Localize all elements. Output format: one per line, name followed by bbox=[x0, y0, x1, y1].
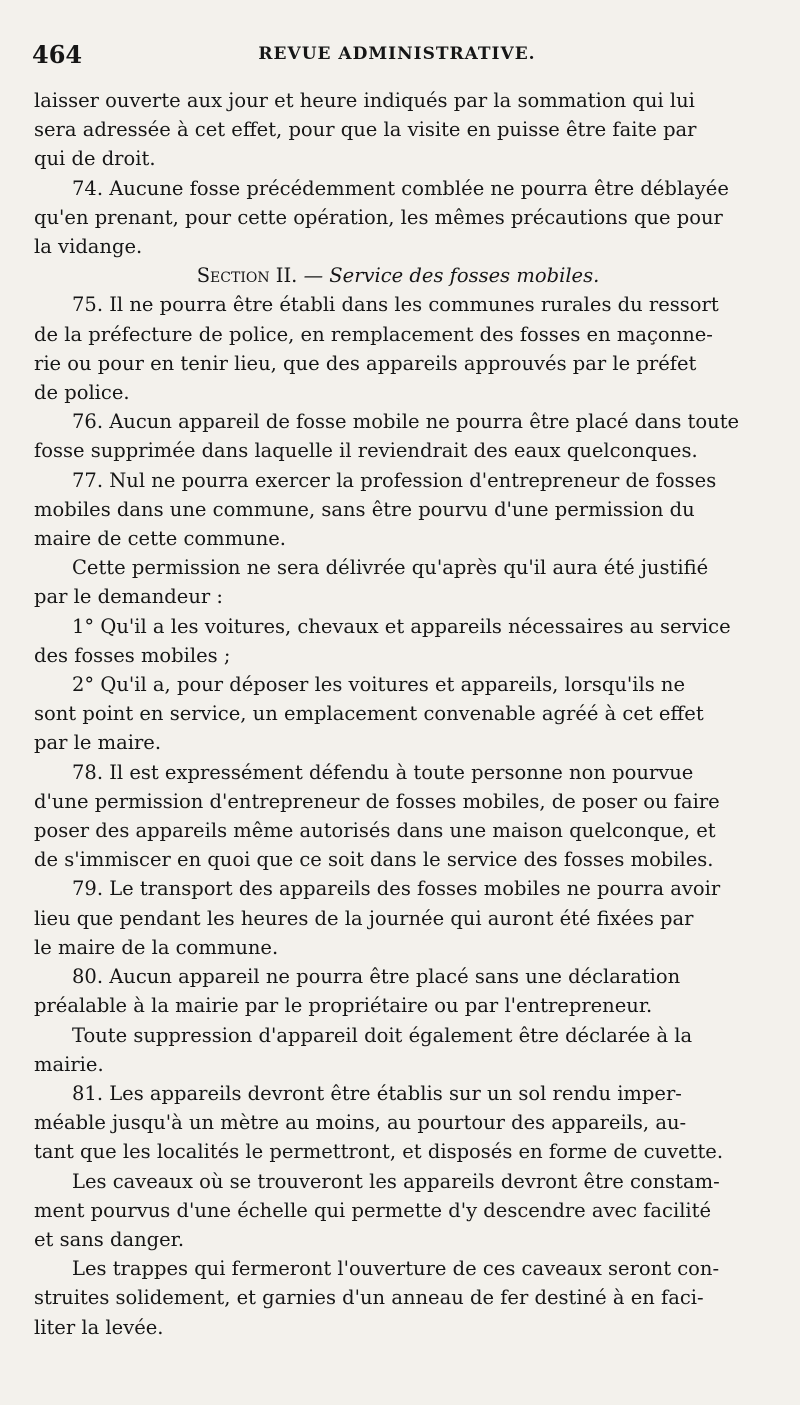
text-line: la vidange. bbox=[34, 235, 143, 259]
text-line: de la préfecture de police, en remplacement des fosses en maçonne- bbox=[34, 322, 713, 346]
page-number: 464 bbox=[32, 40, 83, 69]
section-heading bbox=[34, 261, 762, 290]
text-line: rie ou pour en tenir lieu, que des appareils approuvés par le préfet bbox=[34, 351, 697, 375]
text-line: tant que les localités le permettront, et disposés en forme de cuvette. bbox=[34, 1140, 724, 1164]
text-line: Les trappes qui fermeront l'ouverture de ces caveaux seront con- bbox=[72, 1257, 720, 1281]
text-line: de s'immiscer en quoi que ce soit dans le service des fosses mobiles. bbox=[34, 848, 714, 872]
text-line: 77. Nul ne pourra exercer la profession d'entrepreneur de fosses bbox=[72, 468, 717, 492]
text-line: 80. Aucun appareil ne pourra être placé sans une déclaration bbox=[72, 965, 681, 989]
text-line: mairie. bbox=[34, 1052, 104, 1076]
text-line: 76. Aucun appareil de fosse mobile ne pourra être placé dans toute bbox=[72, 410, 740, 434]
text-line: par le maire. bbox=[34, 731, 162, 755]
text-line: maire de cette commune. bbox=[34, 527, 287, 551]
text-line: préalable à la mairie par le propriétaire ou par l'entrepreneur. bbox=[34, 994, 653, 1018]
text-line: sont point en service, un emplacement convenable agréé à cet effet bbox=[34, 702, 704, 726]
text-line: qui de droit. bbox=[34, 147, 156, 171]
text-line: 78. Il est expressément défendu à toute personne non pourvue bbox=[72, 760, 694, 784]
text-line: le maire de la commune. bbox=[34, 935, 279, 959]
text-line: 1° Qu'il a les voitures, chevaux et appareils nécessaires au service bbox=[72, 614, 731, 638]
text-line: 75. Il ne pourra être établi dans les communes rurales du ressort bbox=[72, 293, 719, 317]
body-text bbox=[34, 86, 762, 1342]
text-line: Les caveaux où se trouveront les appareils devront être constam- bbox=[72, 1169, 720, 1193]
text-line: ment pourvus d'une échelle qui permette d'y descendre avec facilité bbox=[34, 1198, 712, 1222]
text-line: 81. Les appareils devront être établis sur un sol rendu imper- bbox=[72, 1081, 682, 1105]
running-head: REVUE ADMINISTRATIVE. bbox=[258, 44, 536, 64]
text-line: mobiles dans une commune, sans être pourvu d'une permission du bbox=[34, 497, 695, 521]
text-line: sera adressée à cet effet, pour que la visite en puisse être faite par bbox=[34, 118, 697, 142]
text-line: liter la levée. bbox=[34, 1315, 164, 1339]
text-line: de police. bbox=[34, 381, 130, 405]
text-line: 2° Qu'il a, pour déposer les voitures et appareils, lorsqu'ils ne bbox=[72, 673, 686, 697]
section-title: — Service des fosses mobiles. bbox=[303, 264, 600, 288]
text-line: 79. Le transport des appareils des fosses mobiles ne pourra avoir bbox=[72, 877, 721, 901]
text-line: fosse supprimée dans laquelle il reviendrait des eaux quelconques. bbox=[34, 439, 698, 463]
text-line: lieu que pendant les heures de la journée qui auront été fixées par bbox=[34, 906, 694, 930]
text-line: des fosses mobiles ; bbox=[34, 643, 231, 667]
text-line: poser des appareils même autorisés dans une maison quelconque, et bbox=[34, 819, 716, 843]
text-line: struites solidement, et garnies d'un anneau de fer destiné à en faci- bbox=[34, 1286, 704, 1310]
text-line: Toute suppression d'appareil doit également être déclarée à la bbox=[72, 1023, 693, 1047]
section-label: Section II. bbox=[196, 264, 298, 288]
text-line: qu'en prenant, pour cette opération, les mêmes précautions que pour bbox=[34, 205, 723, 229]
text-line: et sans danger. bbox=[34, 1227, 185, 1251]
text-line: d'une permission d'entrepreneur de fosses mobiles, de poser ou faire bbox=[34, 789, 720, 813]
page-header bbox=[32, 40, 762, 74]
text-line: méable jusqu'à un mètre au moins, au pourtour des appareils, au- bbox=[34, 1111, 687, 1135]
text-line: Cette permission ne sera délivrée qu'après qu'il aura été justifié bbox=[72, 556, 709, 580]
text-line: 74. Aucune fosse précédemment comblée ne pourra être déblayée bbox=[72, 176, 729, 200]
text-line: laisser ouverte aux jour et heure indiqués par la sommation qui lui bbox=[34, 89, 695, 112]
text-line: par le demandeur : bbox=[34, 585, 223, 609]
